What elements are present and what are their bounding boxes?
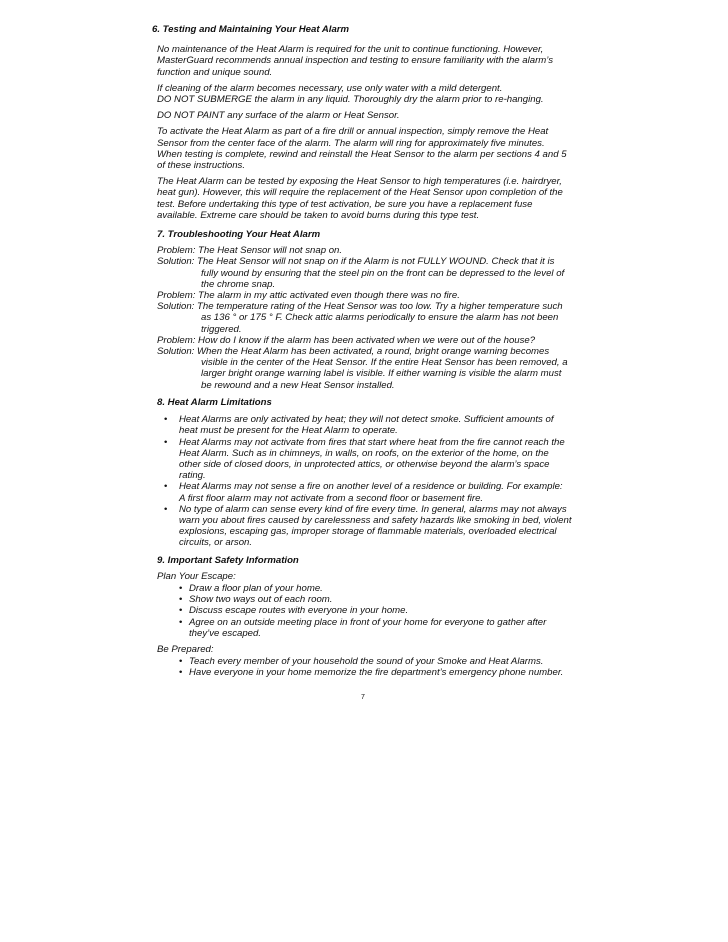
solution-line: Solution: The Heat Sensor will not snap on if the Alarm is not FULLY WOUND. Check that it is xyxy=(157,256,555,268)
troubleshooting-list xyxy=(157,245,577,391)
text-line: Sensor from the center face of the alarm. The alarm will ring for approximately five minutes. xyxy=(157,137,545,149)
text-line: To activate the Heat Alarm as part of a fire drill or annual inspection, simply remove the Heat xyxy=(157,126,549,138)
be-prepared-label: Be Prepared: xyxy=(157,643,214,655)
text-line: circuits, or arson. xyxy=(179,537,253,549)
solution-continuation: the chrome snap. xyxy=(201,278,276,290)
text-line: other side of closed doors, in unprotected attics, or otherwise beyond the alarm’s space xyxy=(179,458,550,470)
list-item xyxy=(157,414,577,436)
list-item xyxy=(157,504,577,549)
be-prepared-list xyxy=(157,656,577,678)
solution-continuation: larger bright orange warning label is visible. If either warning is visible the alarm must xyxy=(201,368,562,380)
problem-line: Problem: How do I know if the alarm has been activated when we were out of the house? xyxy=(157,334,536,346)
text-line: • Heat Alarms may not sense a fire on another level of a residence or building. For example: xyxy=(179,481,563,493)
text-line: explosions, escaping gas, improper storage of flammable materials, overloaded electrical xyxy=(179,526,557,538)
solution-continuation: visible in the center of the Heat Sensor. If the entire Heat Sensor has been removed, a xyxy=(201,357,568,369)
page-number: 7 xyxy=(361,694,365,701)
text-line: • Show two ways out of each room. xyxy=(189,594,333,606)
text-line: • Heat Alarms are only activated by heat; they will not detect smoke. Sufficient amounts of xyxy=(179,414,554,426)
text-line: • Draw a floor plan of your home. xyxy=(189,582,323,594)
text-line: • Have everyone in your home memorize the fire department’s emergency phone number. xyxy=(189,667,564,679)
text-line: warn you about fires caused by carelessness and safety hazards like smoking in bed, violent xyxy=(179,514,572,526)
escape-plan-list xyxy=(157,583,577,639)
list-item xyxy=(157,594,577,605)
text-line: function and unique sound. xyxy=(157,66,273,78)
list-item xyxy=(157,437,577,482)
list-item xyxy=(157,617,577,639)
text-line: If cleaning of the alarm becomes necessary, use only water with a mild detergent. xyxy=(157,82,503,94)
text-line: rating. xyxy=(179,470,206,482)
list-item xyxy=(157,605,577,616)
solution-continuation: be rewound and a new Heat Sensor installed. xyxy=(201,379,395,391)
list-item xyxy=(157,667,577,678)
text-line: DO NOT SUBMERGE the alarm in any liquid. Thoroughly dry the alarm prior to re-hanging. xyxy=(157,94,544,106)
section-heading-limitations: 8. Heat Alarm Limitations xyxy=(157,396,272,408)
section-6-body xyxy=(157,44,577,221)
solution-continuation: fully wound by ensuring that the steel pin on the front can be depressed to the level of xyxy=(201,267,565,279)
text-line: of these instructions. xyxy=(157,160,245,172)
text-line: heat gun). However, this will require the replacement of the Heat Sensor upon completion of the xyxy=(157,187,563,199)
text-line: Heat Alarm. Such as in chimneys, in walls, on roofs, on the exterior of the home, on the xyxy=(179,447,549,459)
text-line: • No type of alarm can sense every kind of fire every time. In general, alarms may not always xyxy=(179,503,567,515)
text-line: • Heat Alarms may not activate from fires that start where heat from the fire cannot reach the xyxy=(179,436,565,448)
paragraph xyxy=(157,83,577,105)
text-line: MasterGuard recommends annual inspection and testing to ensure familiarity with the alarm’s xyxy=(157,55,554,67)
problem-line: Problem: The alarm in my attic activated even though there was no fire. xyxy=(157,290,460,302)
solution-line: Solution: When the Heat Alarm has been activated, a round, bright orange warning becomes xyxy=(157,346,550,358)
limitations-list xyxy=(157,414,577,548)
solution-continuation: triggered. xyxy=(201,323,242,335)
page-content xyxy=(152,24,577,684)
paragraph xyxy=(157,44,577,78)
text-line: test. Before undertaking this type of test activation, be sure you have a replacement fuse xyxy=(157,198,533,210)
solution-continuation: as 136 ° or 175 ° F. Check attic alarms periodically to ensure the alarm has not been xyxy=(201,312,559,324)
text-line: No maintenance of the Heat Alarm is required for the unit to continue functioning. However, xyxy=(157,44,544,56)
section-heading-testing: 6. Testing and Maintaining Your Heat Alarm xyxy=(152,24,350,35)
plan-escape-label: Plan Your Escape: xyxy=(157,570,236,582)
text-line: available. Extreme care should be taken to avoid burns during this type test. xyxy=(157,209,480,221)
list-item xyxy=(157,583,577,594)
list-item xyxy=(157,656,577,667)
text-line: • Agree on an outside meeting place in front of your home for everyone to gather after xyxy=(189,616,547,628)
section-heading-troubleshooting: 7. Troubleshooting Your Heat Alarm xyxy=(157,229,321,241)
text-line: heat must be present for the Heat Alarm to operate. xyxy=(179,425,398,437)
list-item xyxy=(157,481,577,503)
paragraph xyxy=(157,110,577,121)
problem-line: Problem: The Heat Sensor will not snap on. xyxy=(157,245,343,257)
solution-line: Solution: The temperature rating of the Heat Sensor was too low. Try a higher temperature such xyxy=(157,301,563,313)
text-line: • Discuss escape routes with everyone in your home. xyxy=(189,605,409,617)
text-line: they’ve escaped. xyxy=(189,627,261,639)
text-line: DO NOT PAINT any surface of the alarm or Heat Sensor. xyxy=(157,110,400,122)
section-heading-safety: 9. Important Safety Information xyxy=(157,554,299,566)
text-line: • Teach every member of your household the sound of your Smoke and Heat Alarms. xyxy=(189,656,544,668)
paragraph xyxy=(157,176,577,221)
text-line: When testing is complete, rewind and reinstall the Heat Sensor to the alarm per sections 4 and 5 xyxy=(157,148,567,160)
text-line: A first floor alarm may not activate from a second floor or basement fire. xyxy=(179,492,484,504)
paragraph xyxy=(157,126,577,171)
text-line: The Heat Alarm can be tested by exposing the Heat Sensor to high temperatures (i.e. hairdryer, xyxy=(157,176,562,188)
